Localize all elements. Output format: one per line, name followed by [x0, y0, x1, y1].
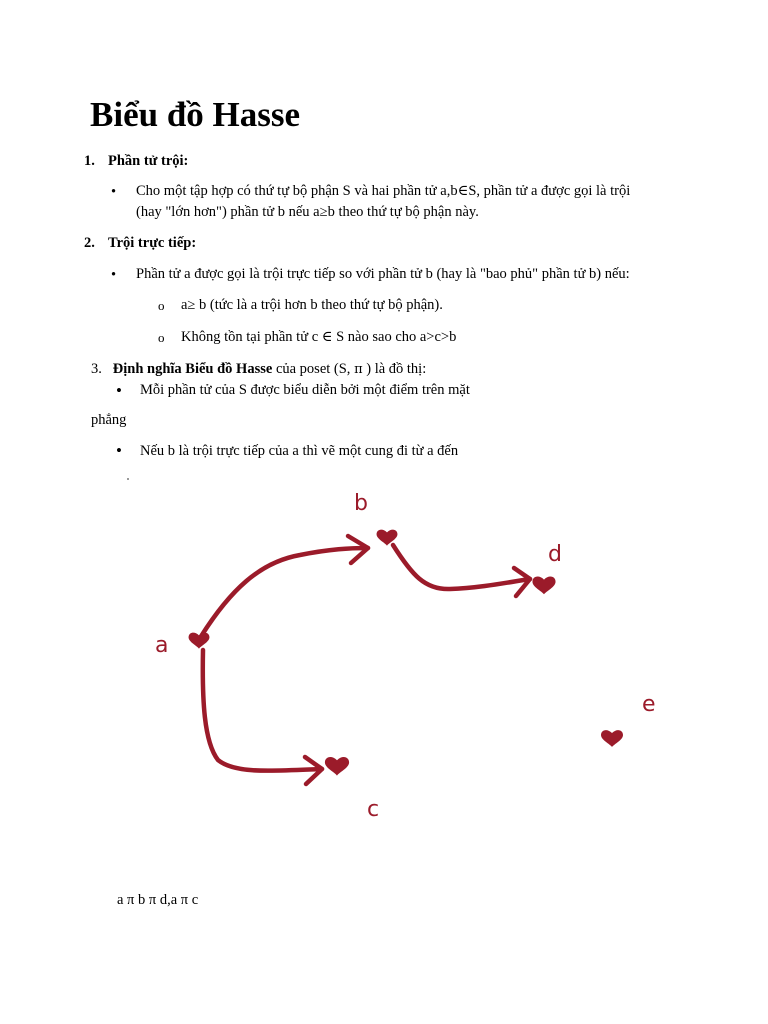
label-d: d — [548, 542, 562, 567]
page-title: Biểu đồ Hasse — [90, 95, 301, 134]
s3-bullet-1: Mỗi phần tử của S được biểu diễn bởi một điểm trên mặt — [140, 382, 470, 398]
bullet-marker: • — [116, 441, 122, 460]
s2-bullet: Phần tử a được gọi là trội trực tiếp so với phần tử b (hay là "bao phủ" phần tử b) nếu: — [136, 266, 630, 282]
bullet-marker: • — [111, 267, 117, 283]
precedes-symbol: π — [354, 362, 363, 377]
node-d — [532, 577, 555, 595]
sub-bullet-marker: o — [158, 330, 165, 345]
label-b: b — [354, 491, 368, 516]
s3-bullet-2: Nếu b là trội trực tiếp của a thì vẽ một cung đi từ a đến — [140, 443, 459, 459]
s1-bullet-line-1: Cho một tập hợp có thứ tự bộ phận S và hai phần tử a,b∈S, phần tử a được gọi là trội — [136, 183, 631, 199]
section-3-number: 3. — [91, 361, 102, 377]
section-3-heading: Định nghĩa Biểu đồ Hasse — [112, 361, 273, 377]
section-2-number: 2. — [84, 235, 95, 251]
node-c — [325, 757, 349, 776]
s2-sub-item-2: Không tồn tại phần tử c ∈ S nào sao cho a>c>b — [181, 329, 457, 345]
section-3-text-b: ) là đồ thị: — [366, 361, 427, 377]
edge-a-b — [200, 548, 368, 638]
label-a: a — [155, 633, 169, 658]
s3-bullet-1-continuation: phẳng — [91, 412, 127, 428]
section-2-heading: Trội trực tiếp: — [108, 235, 197, 251]
sub-bullet-marker: o — [158, 298, 165, 313]
s2-sub-item-1: a≥ b (tức là a trội hơn b theo thứ tự bộ phận). — [181, 297, 443, 313]
label-c: c — [367, 797, 380, 822]
section-3-text-a: của poset (S, — [275, 361, 351, 377]
bullet-marker: • — [116, 381, 122, 400]
section-1-heading: Phần tử trội: — [108, 153, 189, 169]
node-e — [601, 730, 623, 747]
relation-text: a π b π d,a π c — [117, 892, 199, 908]
node-a — [189, 633, 210, 649]
label-e: e — [642, 692, 656, 717]
bullet-marker: • — [111, 184, 117, 200]
edge-b-d — [393, 545, 530, 589]
edge-a-c — [203, 650, 322, 771]
section-1-number: 1. — [84, 153, 95, 169]
s1-bullet-line-2: (hay "lớn hơn") phần tử b nếu a≥b theo thứ tự bộ phận này. — [136, 204, 479, 220]
